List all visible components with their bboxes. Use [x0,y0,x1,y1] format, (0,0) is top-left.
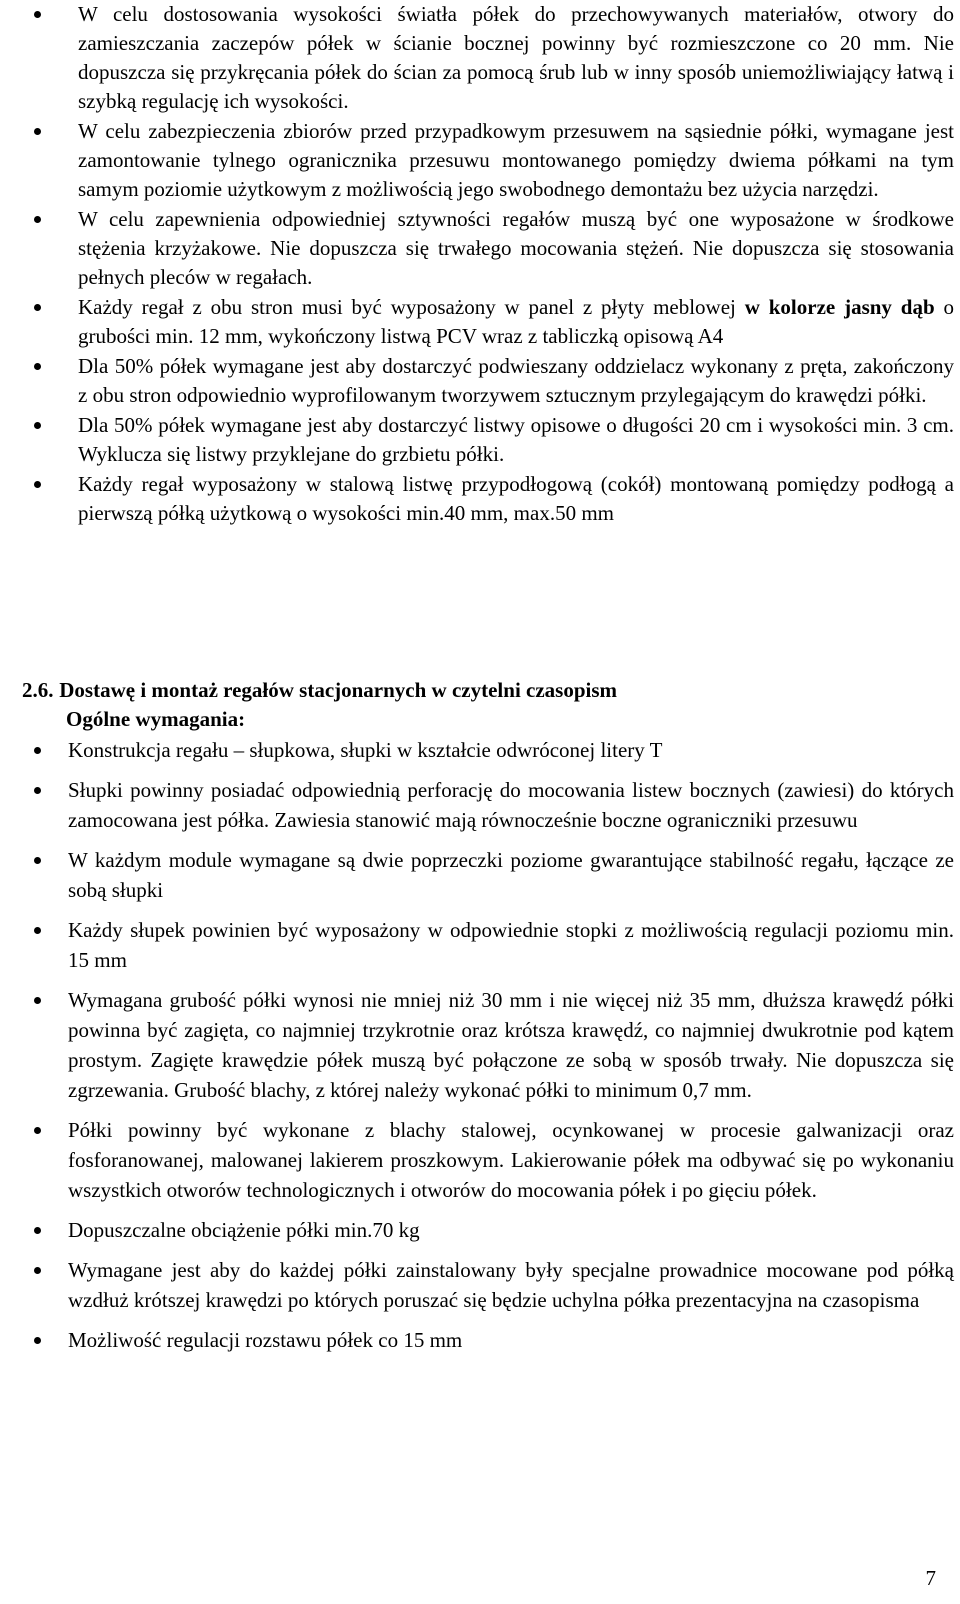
section-number: 2.6. [22,678,54,702]
list-item-text: Każdy słupek powinien być wyposażony w odpowiednie stopki z możliwością regulacji poziomu min. 15 mm [68,918,954,972]
list-item-text: Słupki powinny posiadać odpowiednią perforację do mocowania listew bocznych (zawiesi) do których zamocowana jest półka. Zawiesia stanowić mają równocześnie boczne ograniczniki przesuwu [68,778,954,832]
list-item-text: W celu zabezpieczenia zbiorów przed przypadkowym przesuwem na sąsiednie półki, wymagane jest zamontowanie tylnego ogranicznika przesuwu montowanego pomiędzy dwiema półkami na tym samym poziomie użytkowym z możliwością jego swobodnego demontażu bez użycia narzędzi. [78,119,954,201]
section-subtitle: Ogólne wymagania: [66,707,246,731]
list-item-text: o grubości min. 12 mm, wykończony listwą PCV wraz z tabliczką opisową A4 [78,295,954,348]
list-item-text: Każdy regał wyposażony w stalową listwę przypodłogową (cokół) montowaną pomiędzy podłogą a pierwszą półką użytkową o wysokości min.40 mm, max.50 mm [78,472,954,525]
bullet-icon [34,927,41,934]
list-item [34,845,954,905]
requirements-list-top [34,0,954,528]
list-item [34,735,954,765]
list-item [34,0,954,116]
list-item-text: Wymagana grubość półki wynosi nie mniej niż 30 mm i nie więcej niż 35 mm, dłuższa krawędź półki powinna być zagięta, co najmniej trzykrotnie oraz krótsza krawędź, co najmniej dwukrotnie pod kątem prostym. Zagięte krawędzie półek muszą być połączone ze sobą w sposób trwały. Nie dopuszcza się zgrzewania. Grubość blachy, z której należy wykonać półki to minimum 0,7 mm. [68,988,954,1102]
bullet-icon [34,1337,41,1344]
bullet-icon [34,422,41,429]
list-item [34,352,954,410]
list-item-text: Dla 50% półek wymagane jest aby dostarczyć podwieszany oddzielacz wykonany z pręta, zakończony z obu stron odpowiednio wyprofilowanym tworzywem sztucznym przylegającym do krawędzi półki. [78,354,954,407]
bullet-icon [34,11,41,18]
list-item-text: Konstrukcja regału – słupkowa, słupki w kształcie odwróconej litery T [68,738,663,762]
bullet-icon [34,304,41,311]
list-item [34,117,954,204]
bullet-icon [34,128,41,135]
list-item [34,293,954,351]
list-item-text: Wymagane jest aby do każdej półki zainstalowany były specjalne prowadnice mocowane pod półką wzdłuż krótszej krawędzi po których poruszać się będzie uchylna półka prezentacyjna na czasopisma [68,1258,954,1312]
list-item [34,1215,954,1245]
list-item-text: Możliwość regulacji rozstawu półek co 15 mm [68,1328,463,1352]
bullet-icon [34,747,41,754]
list-item [34,775,954,835]
bullet-icon [34,997,41,1004]
bullet-icon [34,1127,41,1134]
list-item-text: Półki powinny być wykonane z blachy stalowej, ocynkowanej w procesie galwanizacji oraz fosforanowanej, malowanej lakierem proszkowym. Lakierowanie półek ma odbywać się po wykonaniu wszystkich otworów technologicznych i otworów do mocowania półek i po gięciu półek. [68,1118,954,1202]
list-item [34,1115,954,1205]
list-item-text: Dopuszczalne obciążenie półki min.70 kg [68,1218,420,1242]
list-item [34,411,954,469]
section-heading [22,676,617,705]
list-item-text: W każdym module wymagane są dwie poprzeczki poziome gwarantujące stabilność regału, łączące ze sobą słupki [68,848,954,902]
bullet-icon [34,857,41,864]
bullet-icon [34,1267,41,1274]
list-item-text: Każdy regał z obu stron musi być wyposażony w panel z płyty meblowej [78,295,745,319]
list-item [34,205,954,292]
list-item [34,1255,954,1315]
bullet-icon [34,363,41,370]
list-item-text: W celu dostosowania wysokości światła półek do przechowywanych materiałów, otwory do zamieszczania zaczepów półek w ścianie bocznej powinny być rozmieszczone co 20 mm. Nie dopuszcza się przykręcania półek do ścian za pomocą śrub lub w inny sposób uniemożliwiający łatwą i szybką regulację ich wysokości. [78,2,954,113]
list-item [34,915,954,975]
list-item [34,470,954,528]
list-item [34,985,954,1105]
list-item-text: Dla 50% półek wymagane jest aby dostarczyć listwy opisowe o długości 20 cm i wysokości min. 3 cm. Wyklucza się listwy przyklejane do grzbietu półki. [78,413,954,466]
requirements-list-general [34,735,954,1365]
page-number: 7 [925,1566,936,1590]
bullet-icon [34,1227,41,1234]
section-title: Dostawę i montaż regałów stacjonarnych w czytelni czasopism [59,678,618,702]
bullet-icon [34,216,41,223]
bullet-icon [34,787,41,794]
bullet-icon [34,481,41,488]
list-item [34,1325,954,1355]
list-item-bold-text: w kolorze jasny dąb [744,295,935,319]
list-item-text: W celu zapewnienia odpowiedniej sztywności regałów muszą być one wyposażone w środkowe stężenia krzyżakowe. Nie dopuszcza się trwałego mocowania stężeń. Nie dopuszcza się stosowania pełnych pleców w regałach. [78,207,954,289]
